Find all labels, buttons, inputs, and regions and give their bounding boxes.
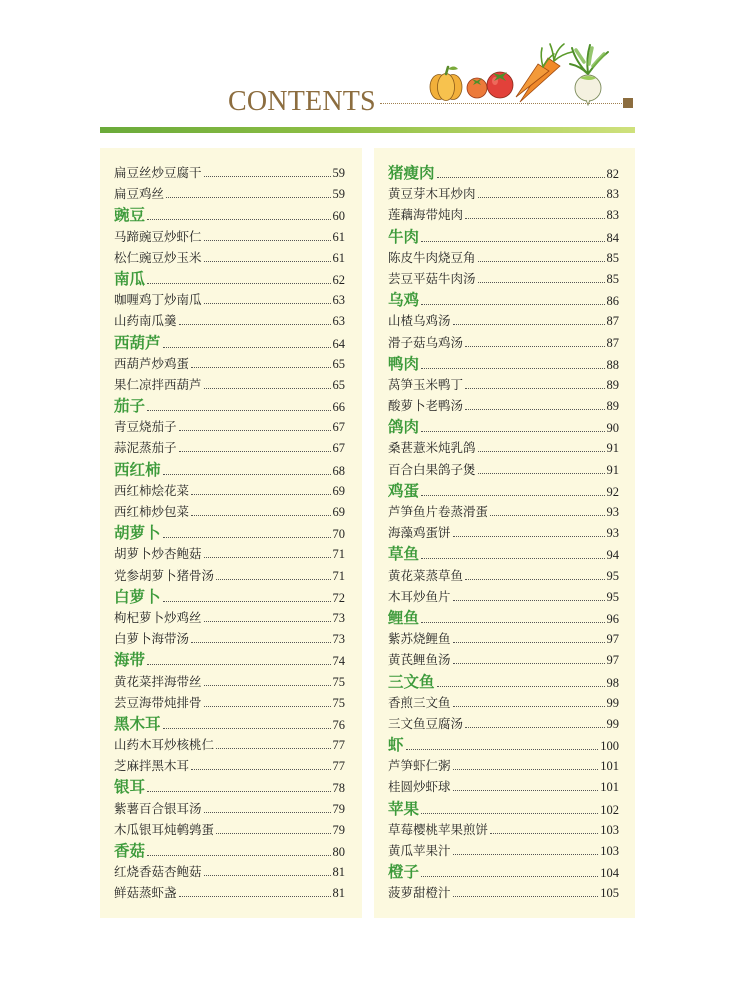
toc-entry	[388, 692, 619, 713]
page-number: 103	[600, 844, 619, 858]
dot-leader	[191, 515, 330, 516]
toc-section-heading	[388, 607, 619, 628]
page-title: CONTENTS	[228, 86, 376, 117]
toc-entry	[388, 501, 619, 522]
toc-section-heading	[114, 776, 345, 797]
recipe-title: 红烧香菇杏鲍菇	[114, 864, 202, 880]
dot-leader	[204, 621, 331, 622]
dot-leader	[204, 812, 331, 813]
section-title: 西红柿	[114, 459, 161, 479]
page-number: 69	[332, 505, 345, 519]
dot-leader	[147, 791, 330, 792]
toc-entry	[388, 882, 619, 903]
toc-section-heading	[114, 649, 345, 670]
dot-leader	[453, 663, 605, 664]
section-title: 鸽肉	[388, 417, 420, 437]
page-number: 65	[332, 377, 345, 392]
dot-leader	[179, 896, 331, 897]
toc-entry	[114, 692, 345, 713]
toc-left-column	[100, 148, 362, 918]
toc-right-column	[374, 148, 635, 918]
toc-section-heading	[388, 353, 619, 374]
page-number: 70	[332, 527, 345, 542]
dot-leader	[490, 515, 604, 516]
dot-leader	[421, 304, 604, 305]
toc-entry	[114, 310, 345, 331]
page-number: 77	[332, 738, 345, 753]
page-number: 95	[606, 589, 619, 604]
section-title: 南瓜	[114, 268, 146, 288]
toc-section-heading	[114, 840, 345, 861]
toc-section-heading	[388, 162, 619, 183]
dot-leader	[179, 430, 331, 431]
page-number: 61	[332, 229, 345, 244]
toc-entry	[388, 332, 619, 353]
section-title: 草鱼	[388, 544, 420, 564]
dot-leader	[453, 706, 605, 707]
toc-entry	[388, 713, 619, 734]
recipe-title: 鲜菇蒸虾盏	[114, 885, 177, 901]
dot-leader	[204, 388, 331, 389]
page-number: 94	[606, 548, 619, 563]
toc-section-heading	[114, 586, 345, 607]
page-number: 79	[332, 822, 345, 837]
recipe-title: 黄瓜苹果汁	[388, 843, 451, 858]
dot-leader	[453, 854, 599, 855]
page-number: 89	[606, 399, 619, 414]
toc-entry	[114, 162, 345, 183]
toc-entry	[114, 861, 345, 882]
page-number: 67	[332, 441, 345, 456]
toc-entry	[388, 204, 619, 225]
dot-leader	[421, 813, 598, 814]
section-title: 鸡蛋	[388, 480, 420, 500]
recipe-title: 山药南瓜羹	[114, 313, 177, 329]
recipe-title: 桂圆炒虾球	[388, 779, 451, 795]
toc-entry	[114, 247, 345, 268]
toc-section-heading	[114, 522, 345, 543]
page-number: 73	[332, 610, 345, 625]
recipe-title: 扁豆丝炒豆腐干	[114, 165, 202, 180]
section-title: 白萝卜	[114, 586, 161, 606]
title-end-square	[623, 98, 633, 108]
recipe-title: 西红柿烩花菜	[114, 482, 190, 498]
toc-section-heading	[114, 459, 345, 480]
page-number: 93	[606, 526, 619, 541]
recipe-title: 海藻鸡蛋饼	[388, 525, 451, 541]
recipe-title: 紫苏烧鲤鱼	[388, 631, 451, 647]
dot-leader	[204, 875, 331, 876]
section-title: 三文鱼	[388, 671, 435, 691]
dot-leader	[453, 790, 599, 791]
page-number: 63	[332, 293, 345, 308]
section-title: 橙子	[388, 862, 420, 882]
page-number: 86	[606, 294, 619, 309]
section-title: 香菇	[114, 841, 146, 860]
section-title: 鲤鱼	[388, 607, 420, 627]
page-number: 75	[332, 695, 345, 710]
dot-leader	[204, 706, 331, 707]
toc-entry	[114, 501, 345, 522]
toc-entry	[388, 268, 619, 289]
page-number: 79	[332, 801, 345, 816]
section-title: 豌豆	[114, 205, 146, 225]
toc-entry	[388, 755, 619, 776]
toc-entry	[388, 183, 619, 204]
page-number: 99	[606, 716, 619, 731]
recipe-title: 山药木耳炒核桃仁	[114, 737, 215, 753]
pumpkin-icon	[430, 67, 462, 101]
page-number: 96	[606, 611, 619, 626]
dot-leader	[465, 388, 604, 389]
radish-icon	[570, 45, 608, 105]
recipe-title: 酸萝卜老鸭汤	[388, 398, 464, 414]
dot-leader	[147, 410, 330, 411]
recipe-title: 三文鱼豆腐汤	[388, 715, 464, 731]
toc-entry	[388, 395, 619, 416]
recipe-title: 莲藕海带炖肉	[388, 207, 464, 223]
dot-leader	[465, 579, 604, 580]
dot-leader	[437, 686, 605, 687]
page-number: 100	[600, 739, 619, 754]
section-title: 海带	[114, 650, 146, 670]
section-title: 鸭肉	[388, 353, 420, 373]
page-number: 72	[332, 590, 345, 605]
toc-entry	[114, 480, 345, 501]
toc-entry	[114, 374, 345, 395]
toc-section-heading	[388, 226, 619, 247]
page-number: 82	[606, 167, 619, 181]
dot-leader	[216, 833, 330, 834]
toc-section-heading	[388, 734, 619, 755]
recipe-title: 百合白果鸽子煲	[388, 461, 476, 477]
dot-leader	[490, 833, 598, 834]
page-number: 60	[332, 209, 345, 224]
page-number: 98	[606, 675, 619, 690]
dot-leader	[465, 727, 604, 728]
page-number: 104	[600, 866, 619, 881]
toc-entry	[388, 586, 619, 607]
dot-leader	[191, 494, 330, 495]
page-number: 71	[332, 547, 345, 562]
toc-entry	[114, 819, 345, 840]
page-number: 103	[600, 822, 619, 837]
section-title: 胡萝卜	[114, 523, 161, 543]
page-number: 97	[606, 632, 619, 647]
toc-section-heading	[388, 416, 619, 437]
dot-leader	[204, 303, 331, 304]
recipe-title: 白萝卜海带汤	[114, 631, 190, 647]
toc-section-heading	[114, 268, 345, 289]
section-title: 猪瘦肉	[388, 163, 435, 182]
page-number: 61	[332, 250, 345, 265]
dot-leader	[478, 282, 605, 283]
toc-section-heading	[114, 332, 345, 353]
page-number: 101	[600, 759, 619, 774]
page-number: 85	[606, 250, 619, 265]
page-number: 69	[332, 483, 345, 498]
toc-entry	[388, 247, 619, 268]
section-title: 乌鸡	[388, 290, 420, 310]
dot-leader	[437, 177, 605, 178]
dot-leader	[163, 728, 331, 729]
tomato-icon	[467, 78, 487, 98]
toc-entry	[388, 374, 619, 395]
dot-leader	[191, 642, 330, 643]
toc-entry	[114, 543, 345, 564]
recipe-title: 紫薯百合银耳汤	[114, 800, 202, 816]
toc-entry	[114, 755, 345, 776]
page-number: 105	[600, 886, 619, 901]
toc-entry	[114, 416, 345, 437]
dot-leader	[216, 748, 330, 749]
dot-leader	[147, 855, 330, 856]
toc-entry	[388, 776, 619, 797]
page-number: 65	[332, 356, 345, 371]
page-number: 84	[606, 230, 619, 245]
toc-section-heading	[114, 204, 345, 225]
recipe-title: 西葫芦炒鸡蛋	[114, 355, 190, 371]
dot-leader	[478, 451, 605, 452]
section-title: 苹果	[388, 798, 420, 818]
dot-leader	[179, 451, 331, 452]
page-number: 80	[332, 845, 345, 859]
dot-leader	[453, 769, 599, 770]
recipe-title: 草莓樱桃苹果煎饼	[388, 821, 489, 837]
recipe-title: 桑葚薏米炖乳鸽	[388, 440, 476, 456]
dot-leader	[453, 536, 605, 537]
section-title: 虾	[388, 735, 404, 755]
toc-entry	[114, 565, 345, 586]
dot-leader	[421, 876, 598, 877]
dot-leader	[147, 219, 330, 220]
toc-section-heading	[388, 543, 619, 564]
page-number: 75	[332, 674, 345, 689]
toc-entry	[114, 226, 345, 247]
page-number: 102	[600, 802, 619, 817]
recipe-title: 黄花菜蒸草鱼	[388, 567, 464, 583]
header-rule	[100, 127, 635, 133]
recipe-title: 扁豆鸡丝	[114, 186, 165, 202]
toc-entry	[388, 840, 619, 861]
dot-leader	[163, 601, 331, 602]
dot-leader	[191, 367, 330, 368]
section-title: 黑木耳	[114, 713, 161, 733]
page-number: 101	[600, 780, 619, 795]
page-number: 62	[332, 272, 345, 287]
dot-leader	[421, 368, 604, 369]
recipe-title: 马蹄豌豆炒虾仁	[114, 228, 202, 244]
recipe-title: 胡萝卜炒杏鲍菇	[114, 546, 202, 562]
dot-leader	[204, 261, 331, 262]
page-number: 73	[332, 632, 345, 647]
toc-section-heading	[114, 713, 345, 734]
dot-leader	[147, 664, 330, 665]
page-number: 64	[332, 336, 345, 351]
dot-leader	[453, 600, 605, 601]
toc-entry	[388, 649, 619, 670]
recipe-title: 芦笋虾仁粥	[388, 758, 451, 774]
dot-leader	[421, 431, 604, 432]
page-number: 90	[606, 421, 619, 436]
toc-entry	[114, 437, 345, 458]
dot-leader	[478, 473, 605, 474]
toc-section-heading	[388, 861, 619, 882]
dot-leader	[453, 324, 605, 325]
page-number: 68	[332, 463, 345, 478]
recipe-title: 果仁凉拌西葫芦	[114, 376, 202, 392]
section-title: 西葫芦	[114, 332, 161, 352]
carrot-icon	[516, 44, 572, 102]
dot-leader	[478, 261, 605, 262]
dot-leader	[421, 622, 604, 623]
recipe-title: 芦笋鱼片卷蒸滑蛋	[388, 504, 489, 519]
page-number: 76	[332, 717, 345, 732]
dot-leader	[179, 324, 331, 325]
recipe-title: 芸豆海带炖排骨	[114, 694, 202, 710]
page-number: 63	[332, 314, 345, 329]
dot-leader	[465, 218, 604, 219]
recipe-title: 青豆烧茄子	[114, 419, 177, 435]
page-number: 81	[332, 886, 345, 901]
toc-section-heading	[114, 395, 345, 416]
recipe-title: 莴笋玉米鸭丁	[388, 376, 464, 392]
toc-entry	[114, 734, 345, 755]
page-number: 59	[332, 187, 345, 202]
toc-entry	[114, 353, 345, 374]
page-number: 93	[606, 505, 619, 519]
dot-leader	[204, 685, 331, 686]
toc-entry	[388, 522, 619, 543]
page-number: 95	[606, 568, 619, 583]
recipe-title: 陈皮牛肉烧豆角	[388, 249, 476, 265]
recipe-title: 菠萝甜橙汁	[388, 885, 451, 901]
recipe-title: 黄花菜拌海带丝	[114, 673, 202, 689]
page-number: 67	[332, 420, 345, 435]
toc-entry	[114, 289, 345, 310]
toc-entry	[114, 628, 345, 649]
toc-section-heading	[388, 480, 619, 501]
recipe-title: 咖喱鸡丁炒南瓜	[114, 292, 202, 308]
toc-entry	[114, 798, 345, 819]
toc-entry	[114, 607, 345, 628]
dot-leader	[147, 283, 330, 284]
toc-entry	[114, 183, 345, 204]
page-number: 92	[606, 484, 619, 499]
tomato-icon	[487, 72, 513, 98]
recipe-title: 黄芪鲤鱼汤	[388, 652, 451, 668]
title-dotted-line	[380, 103, 622, 104]
dot-leader	[163, 537, 331, 538]
recipe-title: 木耳炒鱼片	[388, 588, 451, 604]
page-number: 89	[606, 377, 619, 392]
vegetable-illustration	[420, 40, 620, 106]
toc-entry	[388, 628, 619, 649]
page-number: 99	[606, 695, 619, 710]
dot-leader	[204, 557, 331, 558]
dot-leader	[166, 197, 330, 198]
page-number: 85	[606, 271, 619, 286]
dot-leader	[453, 896, 599, 897]
recipe-title: 黄豆芽木耳炒肉	[388, 186, 476, 202]
page-number: 83	[606, 187, 619, 202]
toc-entry	[114, 671, 345, 692]
page-number: 88	[606, 357, 619, 372]
toc-entry	[388, 819, 619, 840]
dot-leader	[453, 642, 605, 643]
dot-leader	[204, 240, 331, 241]
section-title: 茄子	[114, 396, 146, 416]
toc-entry	[388, 565, 619, 586]
page-number: 83	[606, 208, 619, 223]
dot-leader	[163, 474, 331, 475]
page-number: 87	[606, 335, 619, 350]
dot-leader	[421, 241, 604, 242]
page-number: 87	[606, 314, 619, 329]
recipe-title: 香煎三文鱼	[388, 694, 451, 710]
page-number: 59	[332, 166, 345, 180]
recipe-title: 木瓜银耳炖鹌鹑蛋	[114, 821, 215, 837]
dot-leader	[465, 346, 604, 347]
dot-leader	[465, 409, 604, 410]
recipe-title: 党参胡萝卜猪骨汤	[114, 567, 215, 583]
recipe-title: 枸杞萝卜炒鸡丝	[114, 609, 202, 625]
dot-leader	[421, 495, 604, 496]
dot-leader	[478, 197, 605, 198]
page-number: 74	[332, 654, 345, 669]
recipe-title: 芸豆平菇牛肉汤	[388, 270, 476, 286]
page-number: 81	[332, 865, 345, 880]
section-title: 牛肉	[388, 226, 420, 246]
dot-leader	[191, 769, 330, 770]
recipe-title: 山楂乌鸡汤	[388, 313, 451, 329]
dot-leader	[216, 579, 330, 580]
toc-section-heading	[388, 289, 619, 310]
section-title: 银耳	[114, 777, 146, 797]
dot-leader	[163, 347, 331, 348]
dot-leader	[421, 558, 604, 559]
recipe-title: 蒜泥蒸茄子	[114, 440, 177, 456]
toc-entry	[388, 437, 619, 458]
toc-entry	[114, 882, 345, 903]
page-number: 91	[606, 441, 619, 456]
dot-leader	[204, 176, 331, 177]
page-number: 71	[332, 568, 345, 583]
recipe-title: 松仁豌豆炒玉米	[114, 249, 202, 265]
page-number: 66	[332, 400, 345, 415]
page-number: 97	[606, 653, 619, 668]
toc-entry	[388, 459, 619, 480]
toc-section-heading	[388, 798, 619, 819]
recipe-title: 西红柿炒包菜	[114, 504, 190, 519]
page-number: 91	[606, 462, 619, 477]
dot-leader	[406, 749, 599, 750]
toc-section-heading	[388, 671, 619, 692]
recipe-title: 芝麻拌黑木耳	[114, 758, 190, 774]
recipe-title: 滑子菇乌鸡汤	[388, 334, 464, 350]
toc-entry	[388, 310, 619, 331]
page-number: 78	[332, 781, 345, 796]
page-number: 77	[332, 759, 345, 774]
